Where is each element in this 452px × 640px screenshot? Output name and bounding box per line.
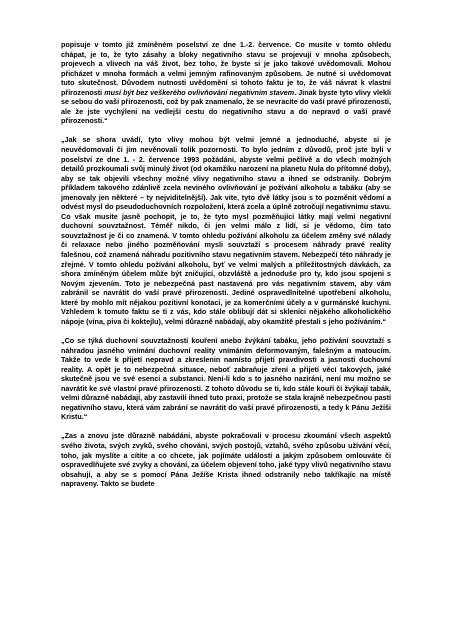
paragraph-1 <box>61 40 391 126</box>
document-body <box>61 40 391 489</box>
paragraph-2: „Jak se shora uvádí, tyto vlivy mohou být velmi jemné a jednoduché, abyste si je neuvědomovali či jim nevěnovali tolik pozornosti. To bylo jedním z důvodů, proč jste byli v poselství ze dne 1. - 2. července 1993 požádáni, abyste velmi pečlivě a do všech možných detailů prozkoumali svůj minulý život (od okamžiku narození na planetu Nula do přítomné doby), aby se tak objevili všechny možné vlivy negativního stavu a ihned se odstranily. Dobrým příkladem takového zdánlivě zcela neviného ovlivňování je požívání alkoholu a tabáku (aby se jmenovaly jen některé – ty nejviditelnější). Jak vite, tyto dvě látky jsou s to pozměnit vědomí a odvést mysl do pseudoduchovních rozpoložení, která zcela a úplně zotročují negativnímu stavu. Co však musite jasně pochopit, je to, že tyto mysl pozměňující látky mají velmi negativní duchovní souvztažnost. Téměř nikdo, či jen velmi málo z lidí, si je vědomo, čím tato souvztažnost je či co znamená. V tomto ohledu požívání alkoholu za účelem změny své nálady či relaxace nebo jiného pozměňování mysli souvztaží s procesem náhrady pravé reality falešnou, což znamená náhradu pozitivního stavu negativním stavem. Nebezpečí této náhrady je zřejmé. V tomto ohledu požívání alkoholu, byť ve velmi malých a příležitostných dávkách, za shora zmíněným účelem může být zničující, obzvláště a jednoduše pro ty, kdo jsou spojeni s Novým zjevením. Toto je nebezpečná past nastavená pro vás negativním stavem, aby vám zabránil se navrátit do vaší pravé přirozenosti. Jediné ospravedlnitelné upotřebení alkoholu, které by mohlo mít nějakou pozitivní konotaci, je za komerčními účely a v gurmánské kuchyni. Vzhledem k tomuto faktu se ti z vás, kdo stále oblibují dát si skleníci nějakého alkoholického nápoje (vína, piva či koktejlu), velmi důrazně nabádají, aby okamžitě přestali s jeho požíváním.“ <box>61 135 391 326</box>
paragraph-3: „Co se týká duchovní souvztažnosti kouření anebo žvýkání tabáku, jeho požívání souvztaží s náhradou jasného vnímání duchovní reality vnímáním deformovaným, falešným a matoucím. Takže to vede k přijetí nepravd a zkreslenin namísto přijetí pravdivosti a jasnosti duchovní reality. A opět je to nebezpečná situace, neboť zabraňuje zření a přijetí věcí takových, jaké skutečně jsou ve své esenci a substanci. Není-li kdo s to jasného nazírání, není mu možno se navrátit ke své vlastní pravé přirozenosti. Z tohoto důvodu se ti, kdo stále kouří či žvýkají tabák, velmi důrazně nabádají, aby zastavili ihned tuto praxi, protože se stala krajně nebezpečnou pastí negativního stavu, která vám zabrání se navrátit do vaší pravé přirozenosti, a tedy k Pánu Ježíši Kristu.“ <box>61 335 391 422</box>
paragraph-1-text-end: . Jinak byste tyto vlivy vlekli se sebou do vaší přirozenosti, což by pak znamenalo, že se nevracíte do vaší pravé přirozenosti, ale že jste vychýleni na vedlejší cestu do negativního stavu a do nepravd o vaší pravé přirozenosti.“ <box>61 87 391 126</box>
paragraph-4: „Zas a znovu jste důrazně nabádáni, abyste pokračovali v procesu zkoumání všech aspektů svého života, svých zvyků, svého chování, svých postojů, vztahů, svého způsobu užívání věcí, toho, jak myslíte a cítíte a co chcete, jak pojímáte události a jakým způsobem omlouváte či ospravedlňujete své zvyky a chování, za účelem objevení toho, jaké typy vlivů negativního stavu obsahují, a aby se s pomocí Pána Ježíše Krista ihned odstranily nebo takříkajíc na místě napraveny. Takto se budete <box>61 431 391 489</box>
paragraph-1-emphasis: musí být bez veškerého ovlivňování negativním stavem <box>104 87 295 97</box>
paragraph-1-text: popisuje v tomto již zmíněném poselství ze dne 1.-2. července. Co musíte v tomto ohledu chápat, je to, že tyto zásahy a bloky negativního stavu se projevují v mnoha způsobech, projevech a vlivech na váš život, bez toho, že byste si je jako takové uvědomovali. Mohou přicházet v mnoha formách a velmi jemným rafinovaným způsobem. Je nutné si uvědomovat tuto skutečnost. Důvodem nutnosti uvědomění si tohoto faktu je to, že váš návrat k vlastní přirozenosti <box>61 40 391 97</box>
